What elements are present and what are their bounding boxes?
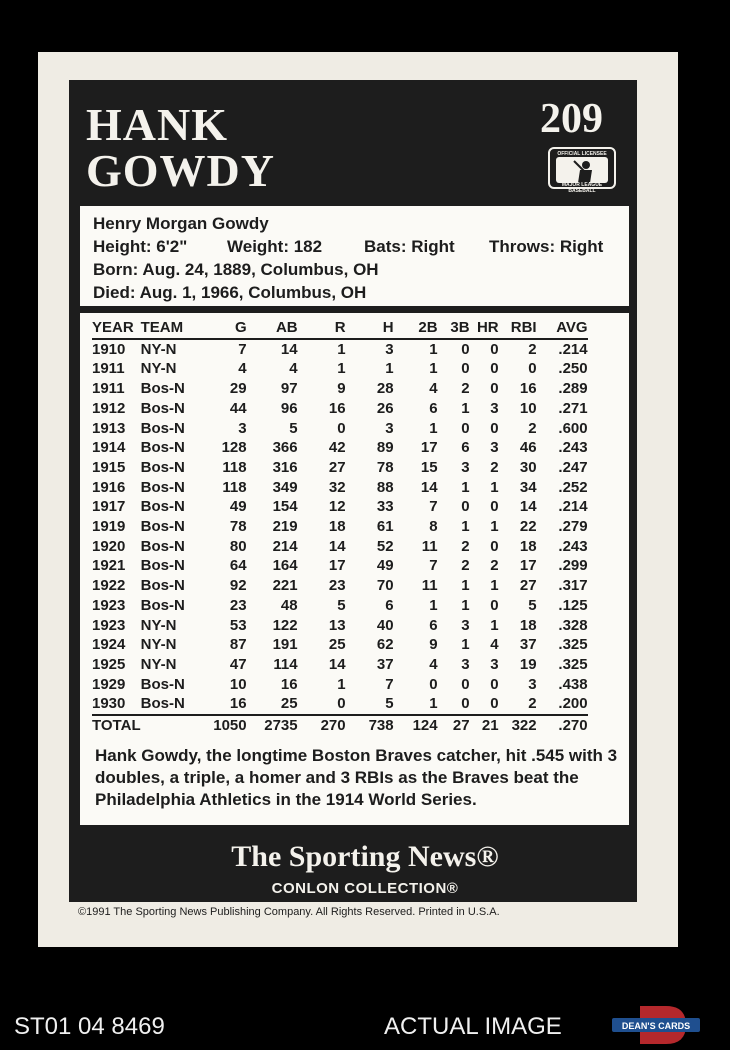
throws: Throws: Right — [489, 237, 604, 256]
stat-cell: 3 — [490, 655, 499, 673]
stat-cell: 6 — [429, 616, 438, 634]
collection-name: CONLON COLLECTION® — [271, 880, 459, 897]
stat-cell: 1 — [490, 518, 499, 536]
stats-row — [92, 635, 588, 655]
stat-cell: 214 — [272, 537, 298, 555]
stat-cell: 0 — [461, 360, 470, 378]
stat-cell: 0 — [490, 596, 499, 614]
stat-cell: 23 — [229, 596, 247, 614]
bio-box — [80, 206, 629, 306]
total-cell: 21 — [470, 715, 499, 736]
stat-cell: 0 — [490, 360, 499, 378]
stat-cell: 12 — [328, 498, 346, 516]
logo-caption-top: OFFICIAL LICENSEE — [557, 151, 607, 157]
stat-cell: 7 — [429, 498, 438, 516]
stat-cell: 1929 — [92, 675, 126, 693]
stat-cell: 15 — [420, 458, 438, 476]
stat-cell: .247 — [558, 458, 588, 476]
stat-cell: 0 — [490, 695, 499, 713]
stats-row — [92, 675, 588, 695]
stat-cell: 2 — [461, 380, 470, 398]
col-rbi: RBI — [499, 318, 537, 339]
stat-cell: 2 — [490, 458, 499, 476]
stat-cell: 1920 — [92, 537, 126, 555]
stat-cell: .200 — [558, 695, 588, 713]
stats-row — [92, 576, 588, 596]
stat-cell: 5 — [337, 596, 346, 614]
stat-cell: 33 — [376, 498, 394, 516]
stat-cell: 118 — [222, 478, 247, 496]
stat-cell: 2 — [528, 419, 537, 437]
stat-cell: 17 — [420, 439, 438, 457]
stat-cell: 3 — [385, 419, 394, 437]
stat-cell: 2 — [490, 557, 499, 575]
stat-cell: 2 — [461, 557, 470, 575]
stat-cell: 4 — [490, 636, 499, 654]
stat-cell: 18 — [519, 537, 537, 555]
stat-cell: 78 — [376, 458, 394, 476]
stat-cell: 97 — [280, 380, 298, 398]
stat-cell: 0 — [490, 498, 499, 516]
stat-cell: 0 — [490, 675, 499, 693]
stat-cell: .289 — [558, 380, 588, 398]
sporting-news-logo: The Sporting News® — [231, 840, 499, 873]
stat-cell: 37 — [376, 655, 394, 673]
stat-cell: Bos-N — [140, 498, 185, 516]
stat-cell: 9 — [337, 380, 346, 398]
stat-cell: 3 — [238, 419, 247, 437]
stat-cell: 2 — [461, 537, 470, 555]
stat-cell: Bos-N — [140, 478, 185, 496]
stat-cell: 3 — [490, 439, 499, 457]
stat-cell: 18 — [328, 518, 346, 536]
stat-cell: 52 — [376, 537, 394, 555]
stat-cell: 1922 — [92, 577, 126, 595]
stat-cell: 1911 — [92, 380, 125, 398]
stats-row — [92, 458, 588, 478]
stat-cell: 4 — [429, 655, 438, 673]
total-cell: .270 — [537, 715, 588, 736]
stat-cell: Bos-N — [140, 557, 185, 575]
stat-cell: 1 — [461, 518, 470, 536]
stats-row — [92, 419, 588, 439]
stats-header-row — [92, 318, 588, 339]
stat-cell: 53 — [229, 616, 247, 634]
stat-cell: 4 — [289, 360, 298, 378]
stat-cell: 18 — [519, 616, 537, 634]
col-avg: AVG — [537, 318, 588, 339]
stat-cell: Bos-N — [140, 399, 185, 417]
stat-cell: 16 — [280, 675, 298, 693]
height: Height: 6'2" — [93, 237, 188, 256]
stats-body — [92, 339, 588, 736]
stat-cell: 5 — [528, 596, 537, 614]
stat-cell: 114 — [273, 655, 298, 673]
col-team: TEAM — [141, 318, 201, 339]
stat-cell: 3 — [490, 399, 499, 417]
stat-cell: 32 — [328, 478, 346, 496]
stat-cell: 30 — [519, 458, 537, 476]
stat-cell: 1 — [429, 419, 438, 437]
stats-row — [92, 497, 588, 517]
stat-cell: 1925 — [92, 655, 126, 673]
stat-cell: 14 — [519, 498, 537, 516]
stat-cell: 22 — [519, 518, 537, 536]
stat-cell: .317 — [558, 577, 588, 595]
stat-cell: Bos-N — [140, 675, 185, 693]
stat-cell: 7 — [385, 675, 394, 693]
stats-row — [92, 438, 588, 458]
stat-cell: 1912 — [92, 399, 126, 417]
weight: Weight: 182 — [227, 237, 323, 256]
stat-cell: 1 — [461, 636, 470, 654]
logo-caption-bottom: MAJOR LEAGUE BASEBALL — [561, 182, 603, 194]
stat-cell: 89 — [376, 439, 394, 457]
full-name: Henry Morgan Gowdy — [93, 214, 269, 233]
stat-cell: 1923 — [92, 596, 126, 614]
stat-cell: .252 — [558, 478, 588, 496]
stat-cell: .600 — [558, 419, 588, 437]
stats-row — [92, 655, 588, 675]
stat-cell: 48 — [280, 596, 298, 614]
stat-cell: .325 — [558, 636, 588, 654]
stat-cell: 10 — [229, 675, 247, 693]
stat-cell: 3 — [461, 655, 470, 673]
stat-cell: .243 — [558, 537, 588, 555]
stat-cell: 2 — [528, 340, 537, 358]
stat-cell: 37 — [519, 636, 537, 654]
stat-cell: .271 — [558, 399, 588, 417]
stat-cell: 0 — [490, 419, 499, 437]
stat-cell: 8 — [429, 518, 438, 536]
stat-cell: 0 — [461, 419, 470, 437]
stat-cell: 17 — [519, 557, 537, 575]
stat-cell: 26 — [376, 399, 394, 417]
stat-cell: 87 — [229, 636, 247, 654]
stats-row — [92, 359, 588, 379]
career-blurb: Hank Gowdy, the longtime Boston Braves catcher, hit .545 with 3 doubles, a triple, a homer and 3 RBIs as the Braves beat the Philadelphia Athletics in the 1914 World Series. — [95, 746, 618, 809]
stat-cell: 154 — [272, 498, 298, 516]
total-cell: 738 — [346, 715, 394, 736]
stats-row — [92, 478, 588, 498]
stat-cell: 0 — [490, 380, 499, 398]
stats-row — [92, 339, 588, 360]
stat-cell: 29 — [229, 380, 247, 398]
stat-cell: 17 — [328, 557, 346, 575]
stat-cell: 2 — [528, 695, 537, 713]
stat-cell: Bos-N — [140, 695, 185, 713]
stat-cell: 1 — [461, 596, 470, 614]
stat-cell: 11 — [421, 577, 438, 595]
stats-row — [92, 616, 588, 636]
stat-cell: 1915 — [92, 458, 126, 476]
stat-cell: 6 — [461, 439, 470, 457]
stat-cell: 28 — [376, 380, 394, 398]
col-r: R — [298, 318, 346, 339]
died: Died: Aug. 1, 1966, Columbus, OH — [93, 283, 367, 302]
stat-cell: 349 — [272, 478, 298, 496]
col-hr: HR — [470, 318, 499, 339]
deans-cards-logo — [610, 1004, 702, 1046]
stat-cell: 0 — [337, 419, 346, 437]
stat-cell: Bos-N — [140, 419, 185, 437]
batter-silhouette-icon — [550, 157, 614, 183]
stat-cell: 0 — [461, 695, 470, 713]
stat-cell: 49 — [376, 557, 394, 575]
stats-row — [92, 379, 588, 399]
stat-cell: .279 — [558, 518, 588, 536]
total-cell: TOTAL — [92, 717, 141, 735]
stat-cell: .438 — [558, 675, 588, 693]
stat-cell: NY-N — [140, 616, 177, 634]
stats-row — [92, 694, 588, 715]
born: Born: Aug. 24, 1889, Columbus, OH — [93, 260, 379, 279]
stats-row — [92, 556, 588, 576]
stat-cell: 42 — [328, 439, 346, 457]
stat-cell: 80 — [229, 537, 247, 555]
stat-cell: 14 — [280, 340, 298, 358]
stat-cell: .299 — [558, 557, 588, 575]
stat-cell: 27 — [328, 458, 346, 476]
stat-cell: 23 — [328, 577, 346, 595]
stock-id: ST01 04 8469 — [14, 1013, 165, 1040]
stat-cell: .214 — [558, 340, 588, 358]
stat-cell: 4 — [429, 380, 438, 398]
stat-cell: 1 — [461, 399, 470, 417]
stat-cell: NY-N — [140, 655, 177, 673]
stats-box — [80, 313, 629, 825]
total-cell: 124 — [394, 715, 438, 736]
stats-row — [92, 399, 588, 419]
stat-cell: 5 — [289, 419, 298, 437]
stat-cell: .243 — [558, 439, 588, 457]
stat-cell: 4 — [238, 360, 247, 378]
actual-image-label: ACTUAL IMAGE — [384, 1013, 562, 1040]
stat-cell: 1 — [429, 596, 438, 614]
stat-cell: 1916 — [92, 478, 126, 496]
stat-cell: 10 — [519, 399, 537, 417]
stat-cell: 61 — [376, 518, 394, 536]
stat-cell: Bos-N — [140, 596, 185, 614]
stat-cell: 118 — [222, 458, 247, 476]
stat-cell: 1 — [429, 360, 438, 378]
stat-cell: 7 — [238, 340, 247, 358]
stat-cell: 122 — [272, 616, 298, 634]
stat-cell: Bos-N — [140, 380, 185, 398]
stat-cell: 96 — [280, 399, 298, 417]
stat-cell: 1913 — [92, 419, 126, 437]
bats: Bats: Right — [364, 237, 455, 256]
stats-row — [92, 596, 588, 616]
stat-cell: 64 — [229, 557, 247, 575]
stat-cell: 49 — [229, 498, 247, 516]
copyright: ©1991 The Sporting News Publishing Company. All Rights Reserved. Printed in U.S.A. — [78, 906, 500, 918]
stat-cell: 9 — [429, 636, 438, 654]
stats-row — [92, 537, 588, 557]
total-cell: 27 — [438, 715, 470, 736]
stat-cell: 6 — [385, 596, 394, 614]
stat-cell: .125 — [558, 596, 588, 614]
stat-cell: 70 — [376, 577, 394, 595]
stat-cell: 1 — [461, 478, 470, 496]
stat-cell: 0 — [461, 498, 470, 516]
stat-cell: 16 — [519, 380, 537, 398]
stat-cell: .328 — [558, 616, 588, 634]
stat-cell: .325 — [558, 655, 588, 673]
stat-cell: 316 — [272, 458, 298, 476]
stat-cell: 5 — [385, 695, 394, 713]
stat-cell: 164 — [272, 557, 298, 575]
stat-cell: 0 — [461, 675, 470, 693]
stat-cell: 1914 — [92, 439, 126, 457]
stat-cell: NY-N — [140, 360, 177, 378]
card-number: 209 — [540, 96, 603, 142]
stat-cell: 1 — [385, 360, 394, 378]
stat-cell: 0 — [490, 537, 499, 555]
col-h: H — [346, 318, 394, 339]
stat-cell: 78 — [229, 518, 247, 536]
stat-cell: 16 — [229, 695, 247, 713]
stat-cell: 1 — [337, 360, 346, 378]
stat-cell: Bos-N — [140, 439, 185, 457]
stat-cell: 92 — [229, 577, 247, 595]
stat-cell: 1924 — [92, 636, 126, 654]
stat-cell: 7 — [429, 557, 438, 575]
stat-cell: 366 — [272, 439, 298, 457]
stat-cell: 14 — [328, 655, 346, 673]
col-2b: 2B — [394, 318, 438, 339]
stat-cell: 1921 — [92, 557, 126, 575]
stat-cell: Bos-N — [140, 577, 185, 595]
col-3b: 3B — [438, 318, 470, 339]
stat-cell: 88 — [376, 478, 394, 496]
stat-cell: 0 — [528, 360, 537, 378]
stat-cell: Bos-N — [140, 518, 185, 536]
total-cell: 2735 — [247, 715, 298, 736]
total-cell — [141, 715, 201, 736]
stat-cell: 191 — [272, 636, 298, 654]
stat-cell: Bos-N — [140, 537, 185, 555]
col-g: G — [201, 318, 247, 339]
stat-cell: 0 — [429, 675, 438, 693]
stat-cell: 3 — [461, 458, 470, 476]
stat-cell: 1923 — [92, 616, 126, 634]
stat-cell: 16 — [328, 399, 346, 417]
stat-cell: 1 — [337, 340, 346, 358]
stat-cell: .250 — [558, 360, 588, 378]
stat-cell: 44 — [229, 399, 247, 417]
stat-cell: 25 — [280, 695, 298, 713]
stat-cell: 1 — [490, 616, 499, 634]
total-cell: 1050 — [201, 715, 247, 736]
stat-cell: 0 — [461, 340, 470, 358]
stats-total-row — [92, 715, 588, 736]
stat-cell: 0 — [490, 340, 499, 358]
deans-cards-logo-text: DEAN'S CARDS — [621, 1021, 691, 1031]
stat-cell: 11 — [421, 537, 438, 555]
stat-cell: 3 — [528, 675, 537, 693]
stats-row — [92, 517, 588, 537]
stat-cell: 14 — [328, 537, 346, 555]
stat-cell: NY-N — [140, 340, 177, 358]
stat-cell: Bos-N — [140, 458, 185, 476]
stat-cell: 1910 — [92, 340, 126, 358]
stat-cell: 1 — [337, 675, 346, 693]
total-cell: 322 — [499, 715, 537, 736]
stat-cell: 40 — [376, 616, 394, 634]
col-ab: AB — [247, 318, 298, 339]
stat-cell: 1 — [429, 695, 438, 713]
stat-cell: 1919 — [92, 518, 126, 536]
stat-cell: 1 — [490, 478, 499, 496]
stat-cell: 19 — [519, 655, 537, 673]
stat-cell: 221 — [272, 577, 298, 595]
col-year: YEAR — [92, 318, 141, 339]
stat-cell: 14 — [420, 478, 438, 496]
stat-cell: 1 — [490, 577, 499, 595]
stat-cell: 0 — [337, 695, 346, 713]
stat-cell: 1930 — [92, 695, 126, 713]
stat-cell: 6 — [429, 399, 438, 417]
mlb-logo-icon — [548, 147, 616, 194]
stat-cell: 13 — [328, 616, 346, 634]
stat-cell: .214 — [558, 498, 588, 516]
stat-cell: 47 — [229, 655, 247, 673]
stat-cell: 62 — [376, 636, 394, 654]
stat-cell: 25 — [328, 636, 346, 654]
stat-cell: 1911 — [92, 360, 125, 378]
stat-cell: 128 — [221, 439, 247, 457]
total-cell: 270 — [298, 715, 346, 736]
player-first-name: HANK — [86, 99, 228, 150]
stat-cell: 46 — [519, 439, 537, 457]
stat-cell: 27 — [519, 577, 537, 595]
stat-cell: 1917 — [92, 498, 126, 516]
stat-cell: 3 — [461, 616, 470, 634]
stat-cell: 219 — [272, 518, 298, 536]
stats-table — [92, 318, 588, 736]
stat-cell: 1 — [461, 577, 470, 595]
stat-cell: 34 — [519, 478, 537, 496]
stat-cell: 3 — [385, 340, 394, 358]
stat-cell: 1 — [429, 340, 438, 358]
stat-cell: NY-N — [140, 636, 177, 654]
player-last-name: GOWDY — [86, 145, 275, 196]
